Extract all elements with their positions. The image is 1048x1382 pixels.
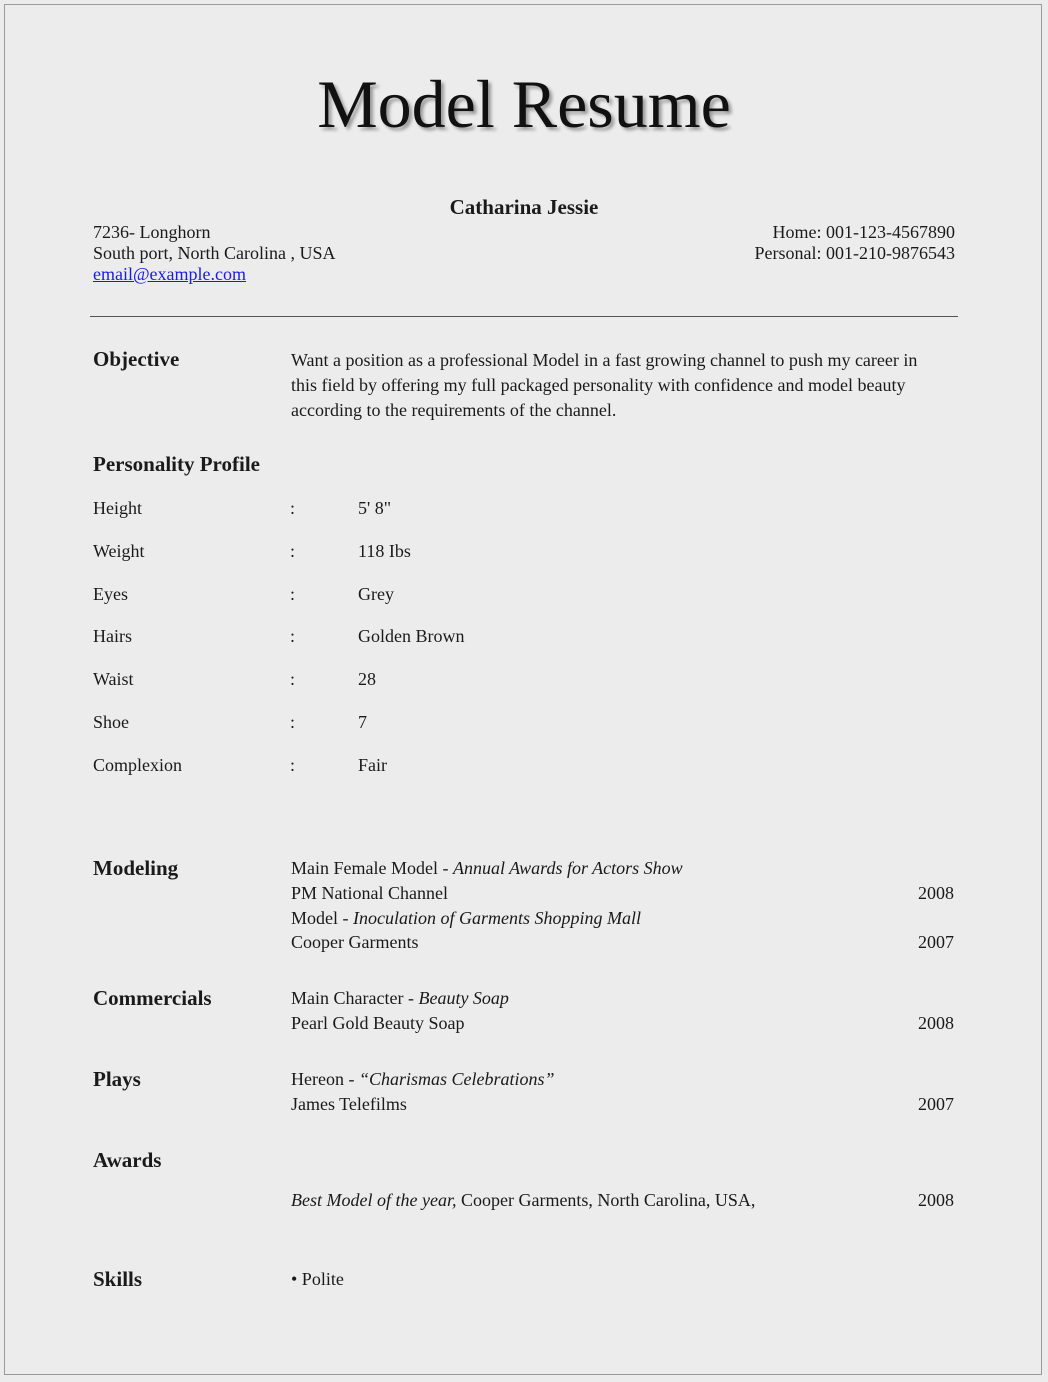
profile-value: 28 <box>358 669 376 689</box>
commercials-heading: Commercials <box>93 986 212 1010</box>
modeling-heading: Modeling <box>93 856 179 880</box>
address-line-1: 7236- Longhorn <box>93 222 211 242</box>
profile-label: Complexion <box>93 755 182 775</box>
commercials-role: Main Character - <box>291 988 419 1008</box>
profile-value: Fair <box>358 755 387 775</box>
commercials-event: Beauty Soap <box>418 988 509 1008</box>
profile-label: Height <box>93 498 142 518</box>
profile-separator: : <box>290 584 296 604</box>
awards-heading: Awards <box>93 1148 162 1172</box>
profile-separator: : <box>290 626 296 646</box>
profile-value: 7 <box>358 712 367 732</box>
profile-label: Waist <box>93 669 134 689</box>
commercials-year: 2008 <box>918 1013 954 1033</box>
modeling-role: Model - <box>291 908 353 928</box>
plays-heading: Plays <box>93 1067 141 1091</box>
profile-separator: : <box>290 541 296 561</box>
profile-separator: : <box>290 712 296 732</box>
award-year: 2008 <box>918 1190 954 1210</box>
modeling-event: Annual Awards for Actors Show <box>452 858 683 878</box>
modeling-year: 2007 <box>918 932 954 952</box>
profile-value: Golden Brown <box>358 626 465 646</box>
objective-text: Want a position as a professional Model in a fast growing channel to push my career in this field by offering my full packaged personality with confidence and model beauty according to the requirements of the channel. <box>291 350 918 420</box>
modeling-event: Inoculation of Garments Shopping Mall <box>353 908 641 928</box>
commercials-org: Pearl Gold Beauty Soap <box>291 1013 465 1033</box>
plays-entry-title <box>291 1069 555 1090</box>
header-divider <box>90 316 958 317</box>
commercials-entry-title <box>291 988 509 1009</box>
award-title: Best Model of the year, <box>291 1190 457 1210</box>
plays-org: James Telefilms <box>291 1094 407 1114</box>
skill-item: • Polite <box>291 1269 344 1289</box>
modeling-org: Cooper Garments <box>291 932 419 952</box>
profile-value: 5' 8" <box>358 498 392 518</box>
modeling-entry-title <box>291 908 641 929</box>
modeling-year: 2008 <box>918 883 954 903</box>
profile-separator: : <box>290 755 296 775</box>
profile-value: Grey <box>358 584 394 604</box>
modeling-role: Main Female Model - <box>291 858 453 878</box>
address-line-2: South port, North Carolina , USA <box>93 243 336 263</box>
award-entry <box>291 1190 755 1211</box>
profile-label: Eyes <box>93 584 128 604</box>
profile-heading: Personality Profile <box>93 452 260 476</box>
personal-phone: Personal: 001-210-9876543 <box>754 243 955 263</box>
email-link[interactable]: email@example.com <box>93 264 247 284</box>
page-title: Model Resume <box>317 66 731 142</box>
profile-separator: : <box>290 498 296 518</box>
objective-heading: Objective <box>93 347 180 371</box>
plays-event: “Charismas Celebrations” <box>358 1069 555 1089</box>
profile-value: 118 Ibs <box>358 541 411 561</box>
plays-role: Hereon - <box>291 1069 359 1089</box>
profile-label: Hairs <box>93 626 132 646</box>
profile-label: Weight <box>93 541 145 561</box>
award-detail: Cooper Garments, North Carolina, USA, <box>456 1190 756 1210</box>
profile-label: Shoe <box>93 712 129 732</box>
home-phone: Home: 001-123-4567890 <box>772 222 955 242</box>
skills-heading: Skills <box>93 1267 143 1291</box>
modeling-org: PM National Channel <box>291 883 448 903</box>
candidate-name: Catharina Jessie <box>449 195 599 219</box>
modeling-entry-title <box>291 858 683 879</box>
profile-separator: : <box>290 669 296 689</box>
plays-year: 2007 <box>918 1094 954 1114</box>
